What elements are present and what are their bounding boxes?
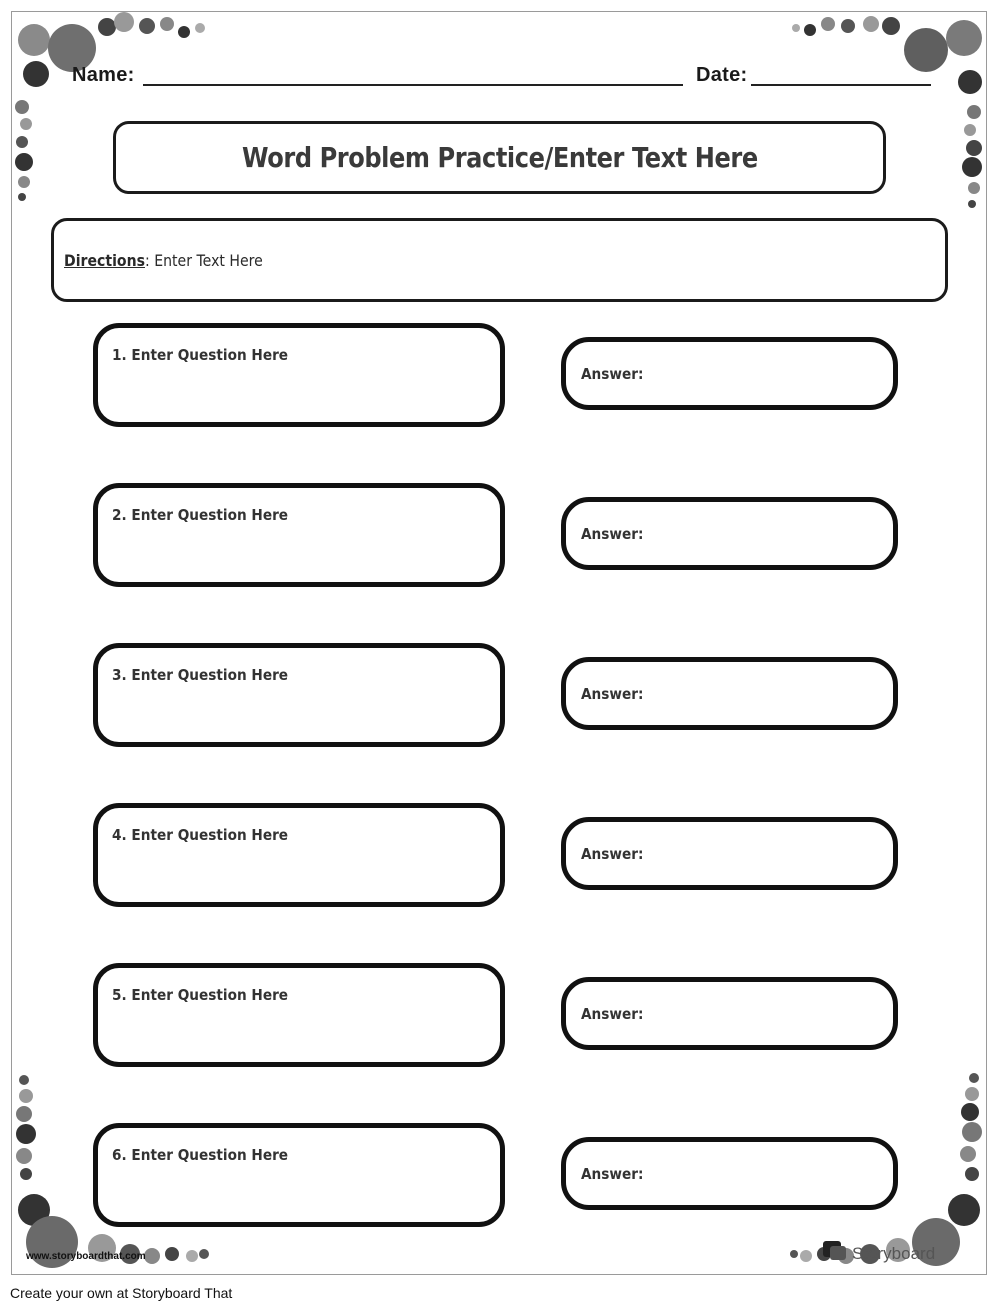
answer-label: Answer:	[581, 524, 644, 543]
answer-box-4[interactable]	[561, 817, 898, 890]
question-text: 1. Enter Question Here	[112, 346, 289, 364]
question-text: 4. Enter Question Here	[112, 826, 289, 844]
directions-body: : Enter Text Here	[144, 250, 263, 270]
question-box-6[interactable]	[93, 1123, 505, 1227]
answer-box-2[interactable]	[561, 497, 898, 570]
answer-label: Answer:	[581, 684, 644, 703]
directions-label: Directions	[64, 250, 145, 270]
answer-label: Answer:	[581, 1004, 644, 1023]
question-text: 2. Enter Question Here	[112, 506, 289, 524]
date-label: Date:	[696, 64, 748, 86]
name-label: Name:	[72, 64, 135, 86]
date-field[interactable]	[751, 84, 931, 86]
answer-label: Answer:	[581, 844, 644, 863]
worksheet-title: Word Problem Practice/Enter Text Here	[241, 141, 758, 174]
name-field[interactable]	[143, 84, 683, 86]
directions-box[interactable]	[51, 218, 948, 302]
answer-box-5[interactable]	[561, 977, 898, 1050]
question-box-3[interactable]	[93, 643, 505, 747]
storyboard-logo	[822, 1240, 935, 1267]
storyboard-logo-text: Storyboard	[852, 1243, 936, 1263]
question-box-4[interactable]	[93, 803, 505, 907]
watermark-url: www.storyboardthat.com	[26, 1251, 146, 1262]
question-box-2[interactable]	[93, 483, 505, 587]
answer-box-3[interactable]	[561, 657, 898, 730]
storyboard-logo-icon	[822, 1240, 848, 1267]
answer-label: Answer:	[581, 1164, 644, 1183]
question-box-5[interactable]	[93, 963, 505, 1067]
answer-box-1[interactable]	[561, 337, 898, 410]
question-text: 6. Enter Question Here	[112, 1146, 289, 1164]
title-box[interactable]	[113, 121, 886, 194]
directions-text	[64, 251, 263, 270]
answer-box-6[interactable]	[561, 1137, 898, 1210]
answer-label: Answer:	[581, 364, 644, 383]
question-text: 3. Enter Question Here	[112, 666, 289, 684]
question-box-1[interactable]	[93, 323, 505, 427]
footer-link[interactable]: Create your own at Storyboard That	[10, 1285, 233, 1301]
question-text: 5. Enter Question Here	[112, 986, 289, 1004]
